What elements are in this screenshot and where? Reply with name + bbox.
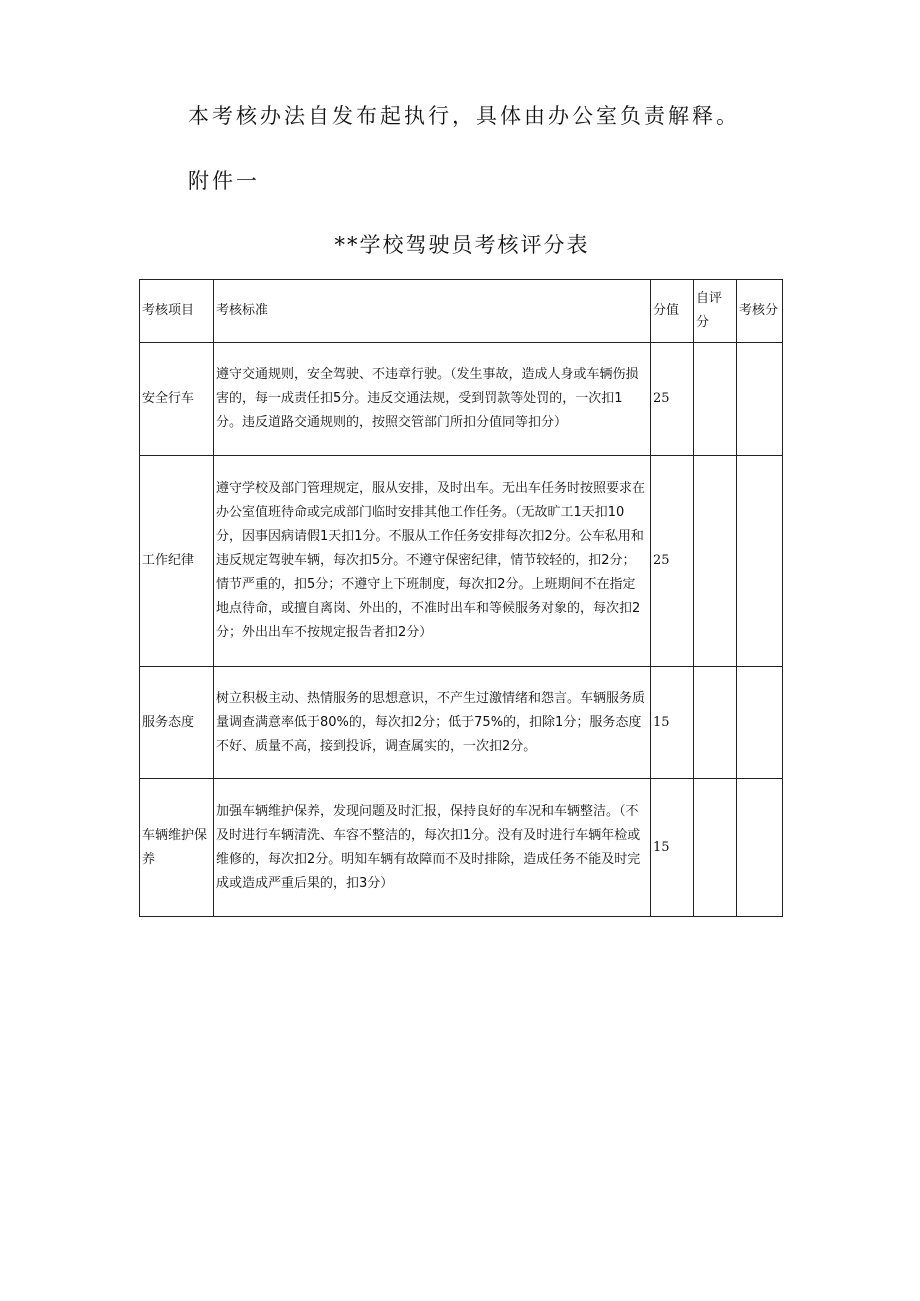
closing-paragraph: 本考核办法自发布起执行，具体由办公室负责解释。 xyxy=(188,104,740,128)
header-self-score: 自评分 xyxy=(694,280,737,343)
row-item: 安全行车 xyxy=(140,343,214,456)
table-row xyxy=(140,456,783,667)
attachment-label: 附件一 xyxy=(188,169,260,193)
row-standard: 树立积极主动、热情服务的思想意识，不产生过激情绪和怨言。车辆服务质量调查满意率低于80%的，每次扣2分；低于75%的，扣除1分；服务态度不好、质量不高，接到投诉，调查属实的，一次扣2分。 xyxy=(214,667,651,779)
row-score: 15 xyxy=(651,667,694,779)
row-check-score[interactable] xyxy=(737,343,783,456)
row-check-score[interactable] xyxy=(737,667,783,779)
row-self-score[interactable] xyxy=(694,667,737,779)
header-score: 分值 xyxy=(651,280,694,343)
header-check-score: 考核分 xyxy=(737,280,783,343)
row-score: 25 xyxy=(651,456,694,667)
row-standard: 遵守交通规则，安全驾驶、不违章行驶。（发生事故，造成人身或车辆伤损害的，每一成责任扣5分。违反交通法规，受到罚款等处罚的，一次扣1分。违反道路交通规则的，按照交管部门所扣分值同等扣分） xyxy=(214,343,651,456)
table-title: **学校驾驶员考核评分表 xyxy=(334,233,590,257)
row-item: 车辆维护保养 xyxy=(140,779,214,917)
row-score: 25 xyxy=(651,343,694,456)
row-check-score[interactable] xyxy=(737,779,783,917)
row-item: 服务态度 xyxy=(140,667,214,779)
row-standard: 加强车辆维护保养，发现问题及时汇报，保持良好的车况和车辆整洁。（不及时进行车辆清洗、车容不整洁的，每次扣1分。没有及时进行车辆年检或维修的，每次扣2分。明知车辆有故障而不及时排除，造成任务不能及时完成或造成严重后果的，扣3分） xyxy=(214,779,651,917)
scoring-table xyxy=(139,279,783,917)
row-self-score[interactable] xyxy=(694,456,737,667)
table-row xyxy=(140,343,783,456)
row-self-score[interactable] xyxy=(694,343,737,456)
row-check-score[interactable] xyxy=(737,456,783,667)
table-header-row xyxy=(140,280,783,343)
row-score: 15 xyxy=(651,779,694,917)
row-self-score[interactable] xyxy=(694,779,737,917)
header-standard: 考核标准 xyxy=(214,280,651,343)
table-row xyxy=(140,667,783,779)
row-item: 工作纪律 xyxy=(140,456,214,667)
table-row xyxy=(140,779,783,917)
row-standard: 遵守学校及部门管理规定，服从安排，及时出车。无出车任务时按照要求在办公室值班待命或完成部门临时安排其他工作任务。（无故旷工1天扣10分，因事因病请假1天扣1分。不服从工作任务安排每次扣2分。公车私用和违反规定驾驶车辆，每次扣5分。不遵守保密纪律，情节较轻的，扣2分；情节严重的，扣5分；不遵守上下班制度，每次扣2分。上班期间不在指定地点待命，或擅自离岗、外出的，不准时出车和等候服务对象的，每次扣2分；外出出车不按规定报告者扣2分） xyxy=(214,456,651,667)
header-item: 考核项目 xyxy=(140,280,214,343)
